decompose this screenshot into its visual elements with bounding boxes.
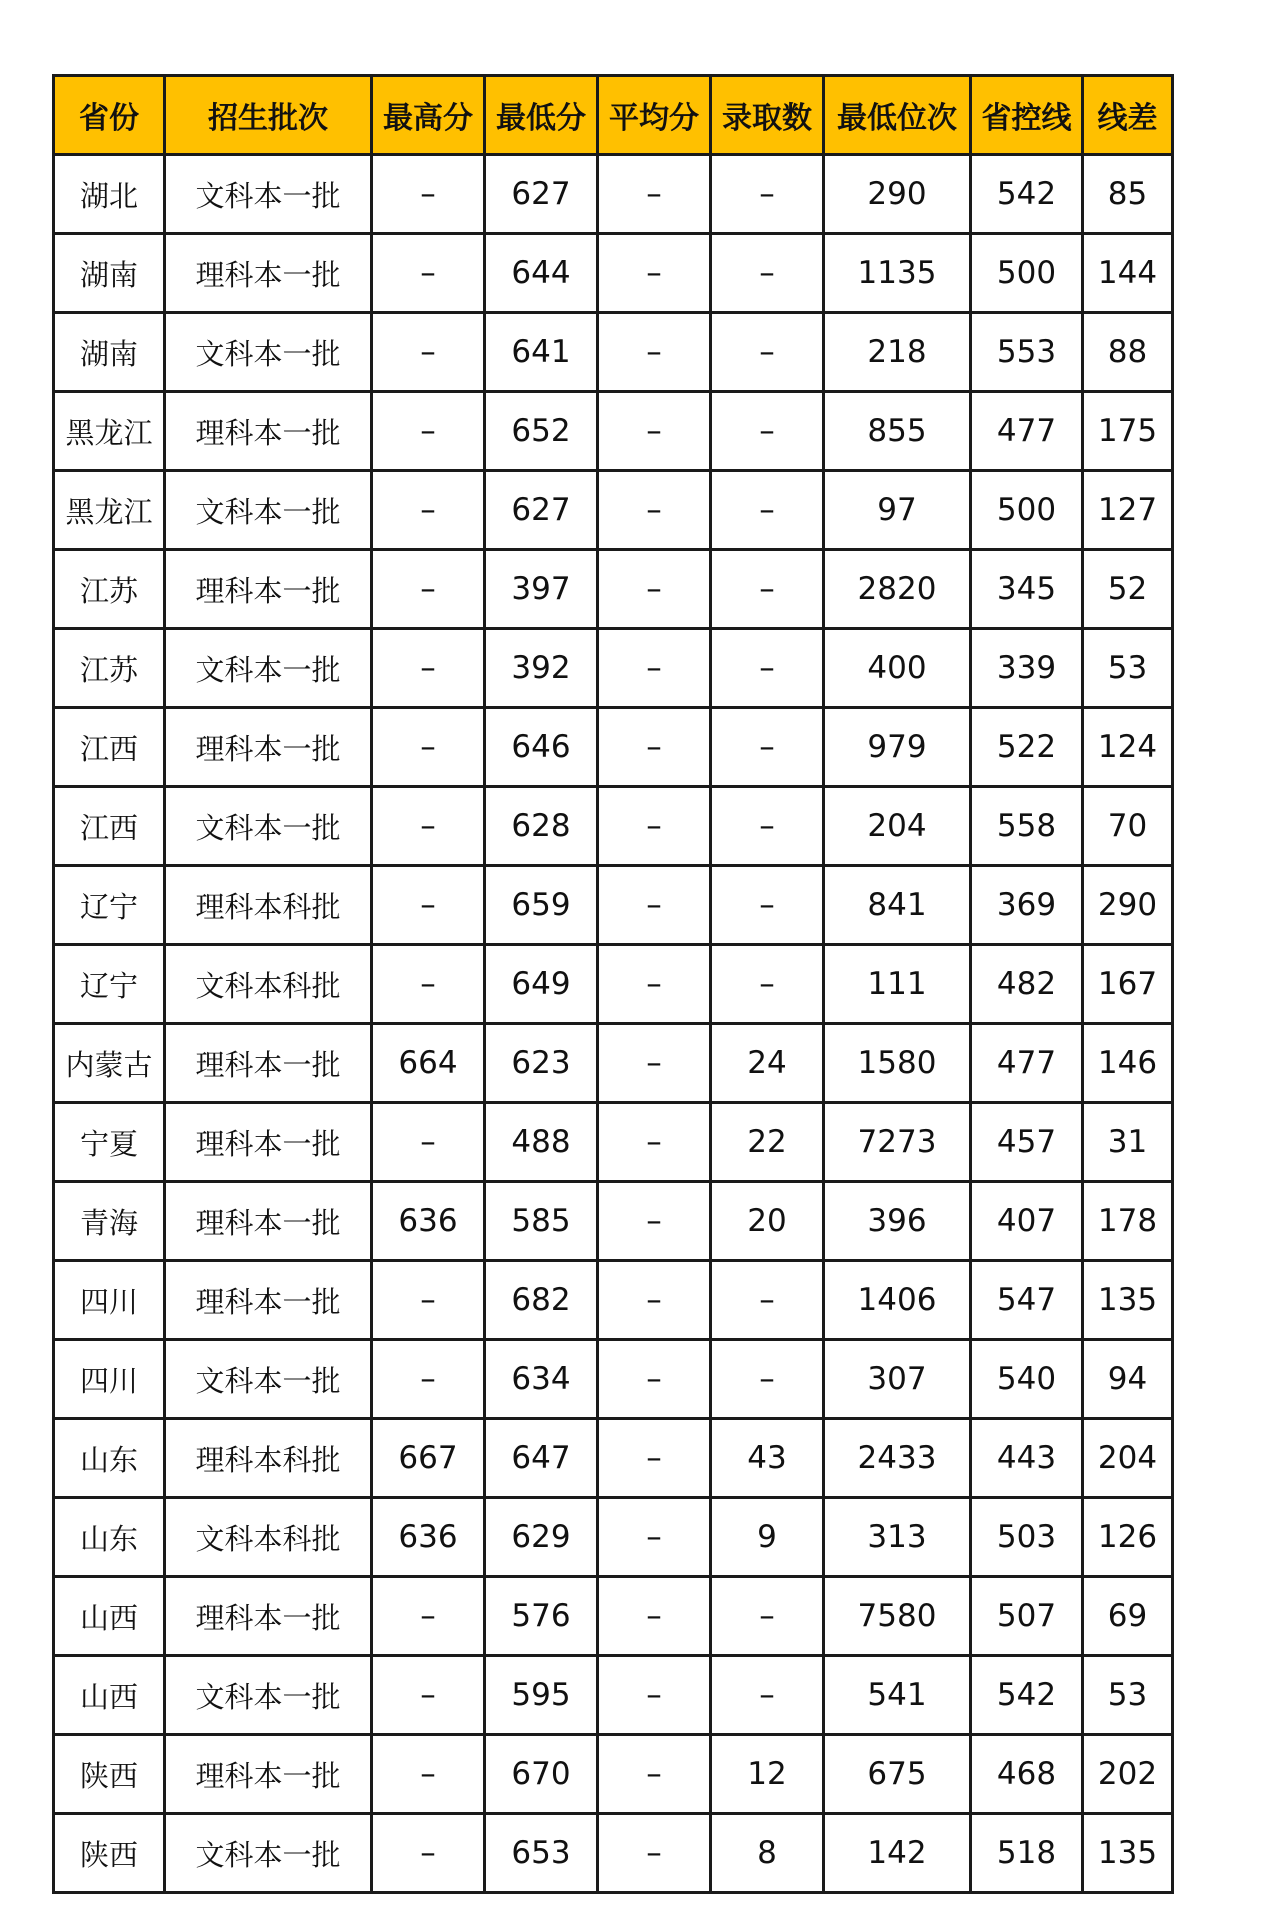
table-row — [54, 234, 1173, 313]
cell-min-rank: 7580 — [824, 1577, 971, 1656]
cell-min-score: 397 — [485, 550, 598, 629]
cell-max-score: – — [372, 1340, 485, 1419]
table-row — [54, 471, 1173, 550]
cell-batch: 理科本科批 — [165, 866, 372, 945]
header-province: 省份 — [54, 76, 165, 155]
cell-max-score: – — [372, 392, 485, 471]
cell-line-diff: 52 — [1083, 550, 1173, 629]
cell-admitted-count: – — [711, 945, 824, 1024]
cell-avg-score: – — [598, 1498, 711, 1577]
cell-admitted-count: 43 — [711, 1419, 824, 1498]
table-row — [54, 1498, 1173, 1577]
table-row — [54, 708, 1173, 787]
cell-province-line: 542 — [971, 155, 1083, 234]
cell-province: 青海 — [54, 1182, 165, 1261]
cell-min-score: 641 — [485, 313, 598, 392]
cell-min-score: 634 — [485, 1340, 598, 1419]
cell-max-score: – — [372, 787, 485, 866]
cell-min-score: 644 — [485, 234, 598, 313]
cell-batch: 理科本一批 — [165, 234, 372, 313]
cell-min-score: 488 — [485, 1103, 598, 1182]
cell-avg-score: – — [598, 313, 711, 392]
cell-province: 江西 — [54, 787, 165, 866]
cell-min-rank: 204 — [824, 787, 971, 866]
cell-province: 宁夏 — [54, 1103, 165, 1182]
cell-admitted-count: – — [711, 1656, 824, 1735]
cell-min-rank: 142 — [824, 1814, 971, 1893]
cell-min-rank: 1135 — [824, 234, 971, 313]
cell-avg-score: – — [598, 1103, 711, 1182]
cell-min-rank: 396 — [824, 1182, 971, 1261]
cell-min-rank: 218 — [824, 313, 971, 392]
cell-min-score: 576 — [485, 1577, 598, 1656]
cell-line-diff: 202 — [1083, 1735, 1173, 1814]
cell-line-diff: 178 — [1083, 1182, 1173, 1261]
table-row — [54, 1261, 1173, 1340]
cell-province-line: 482 — [971, 945, 1083, 1024]
admission-scores-table — [52, 74, 1174, 1894]
header-batch: 招生批次 — [165, 76, 372, 155]
cell-avg-score: – — [598, 787, 711, 866]
cell-admitted-count: – — [711, 629, 824, 708]
cell-province: 江苏 — [54, 629, 165, 708]
cell-avg-score: – — [598, 234, 711, 313]
cell-max-score: – — [372, 1261, 485, 1340]
cell-max-score: 667 — [372, 1419, 485, 1498]
cell-min-score: 629 — [485, 1498, 598, 1577]
cell-batch: 文科本一批 — [165, 1656, 372, 1735]
cell-max-score: – — [372, 550, 485, 629]
table-row — [54, 629, 1173, 708]
cell-batch: 文科本一批 — [165, 1814, 372, 1893]
cell-min-score: 627 — [485, 471, 598, 550]
cell-min-rank: 979 — [824, 708, 971, 787]
cell-avg-score: – — [598, 1419, 711, 1498]
cell-batch: 文科本科批 — [165, 1498, 372, 1577]
cell-province: 湖南 — [54, 313, 165, 392]
cell-avg-score: – — [598, 866, 711, 945]
cell-min-rank: 2433 — [824, 1419, 971, 1498]
cell-province-line: 547 — [971, 1261, 1083, 1340]
cell-avg-score: – — [598, 1024, 711, 1103]
cell-line-diff: 53 — [1083, 1656, 1173, 1735]
cell-admitted-count: 24 — [711, 1024, 824, 1103]
cell-admitted-count: – — [711, 708, 824, 787]
cell-min-rank: 111 — [824, 945, 971, 1024]
cell-province: 陕西 — [54, 1735, 165, 1814]
cell-line-diff: 31 — [1083, 1103, 1173, 1182]
cell-line-diff: 88 — [1083, 313, 1173, 392]
cell-admitted-count: 9 — [711, 1498, 824, 1577]
cell-min-score: 623 — [485, 1024, 598, 1103]
cell-admitted-count: – — [711, 787, 824, 866]
cell-min-rank: 313 — [824, 1498, 971, 1577]
cell-max-score: – — [372, 1656, 485, 1735]
cell-province: 江西 — [54, 708, 165, 787]
cell-province-line: 542 — [971, 1656, 1083, 1735]
cell-province-line: 339 — [971, 629, 1083, 708]
cell-max-score: – — [372, 1735, 485, 1814]
cell-line-diff: 146 — [1083, 1024, 1173, 1103]
cell-min-score: 652 — [485, 392, 598, 471]
cell-min-score: 670 — [485, 1735, 598, 1814]
cell-admitted-count: – — [711, 234, 824, 313]
cell-province-line: 369 — [971, 866, 1083, 945]
table-row — [54, 1577, 1173, 1656]
table-row — [54, 313, 1173, 392]
cell-batch: 理科本一批 — [165, 708, 372, 787]
cell-province-line: 468 — [971, 1735, 1083, 1814]
cell-batch: 文科本一批 — [165, 629, 372, 708]
cell-province: 山西 — [54, 1656, 165, 1735]
cell-admitted-count: – — [711, 392, 824, 471]
table-row — [54, 1735, 1173, 1814]
cell-line-diff: 175 — [1083, 392, 1173, 471]
cell-min-rank: 290 — [824, 155, 971, 234]
cell-avg-score: – — [598, 945, 711, 1024]
cell-batch: 文科本科批 — [165, 945, 372, 1024]
table-body — [54, 155, 1173, 1893]
cell-admitted-count: – — [711, 1261, 824, 1340]
header-admitted-count: 录取数 — [711, 76, 824, 155]
cell-min-score: 649 — [485, 945, 598, 1024]
cell-avg-score: – — [598, 1261, 711, 1340]
cell-province: 黑龙江 — [54, 471, 165, 550]
cell-batch: 理科本一批 — [165, 1261, 372, 1340]
cell-min-rank: 307 — [824, 1340, 971, 1419]
cell-province-line: 540 — [971, 1340, 1083, 1419]
cell-max-score: 636 — [372, 1498, 485, 1577]
cell-line-diff: 94 — [1083, 1340, 1173, 1419]
cell-avg-score: – — [598, 1814, 711, 1893]
cell-min-rank: 841 — [824, 866, 971, 945]
cell-province: 山东 — [54, 1498, 165, 1577]
cell-avg-score: – — [598, 629, 711, 708]
cell-max-score: – — [372, 629, 485, 708]
cell-avg-score: – — [598, 155, 711, 234]
cell-admitted-count: 20 — [711, 1182, 824, 1261]
table-header-row — [54, 76, 1173, 155]
cell-province-line: 503 — [971, 1498, 1083, 1577]
cell-avg-score: – — [598, 1656, 711, 1735]
cell-batch: 文科本一批 — [165, 1340, 372, 1419]
cell-province: 内蒙古 — [54, 1024, 165, 1103]
cell-min-rank: 2820 — [824, 550, 971, 629]
table-row — [54, 550, 1173, 629]
cell-min-score: 595 — [485, 1656, 598, 1735]
cell-province-line: 507 — [971, 1577, 1083, 1656]
cell-province-line: 477 — [971, 392, 1083, 471]
cell-province-line: 457 — [971, 1103, 1083, 1182]
cell-avg-score: – — [598, 1340, 711, 1419]
cell-province: 江苏 — [54, 550, 165, 629]
cell-province-line: 443 — [971, 1419, 1083, 1498]
cell-province-line: 345 — [971, 550, 1083, 629]
cell-line-diff: 53 — [1083, 629, 1173, 708]
admission-scores-table-wrapper — [52, 74, 1171, 1894]
cell-max-score: – — [372, 471, 485, 550]
cell-province: 山东 — [54, 1419, 165, 1498]
cell-admitted-count: – — [711, 550, 824, 629]
cell-province: 辽宁 — [54, 945, 165, 1024]
cell-line-diff: 204 — [1083, 1419, 1173, 1498]
cell-province-line: 522 — [971, 708, 1083, 787]
cell-line-diff: 144 — [1083, 234, 1173, 313]
cell-avg-score: – — [598, 392, 711, 471]
cell-province-line: 553 — [971, 313, 1083, 392]
cell-province: 四川 — [54, 1340, 165, 1419]
cell-admitted-count: – — [711, 471, 824, 550]
cell-max-score: 636 — [372, 1182, 485, 1261]
cell-avg-score: – — [598, 1182, 711, 1261]
cell-province-line: 500 — [971, 471, 1083, 550]
table-row — [54, 1814, 1173, 1893]
cell-batch: 文科本一批 — [165, 313, 372, 392]
cell-line-diff: 135 — [1083, 1814, 1173, 1893]
cell-admitted-count: – — [711, 1340, 824, 1419]
cell-min-score: 628 — [485, 787, 598, 866]
header-max-score: 最高分 — [372, 76, 485, 155]
cell-batch: 理科本一批 — [165, 1182, 372, 1261]
cell-line-diff: 69 — [1083, 1577, 1173, 1656]
header-province-line: 省控线 — [971, 76, 1083, 155]
cell-min-rank: 1406 — [824, 1261, 971, 1340]
cell-min-rank: 541 — [824, 1656, 971, 1735]
table-row — [54, 787, 1173, 866]
cell-line-diff: 290 — [1083, 866, 1173, 945]
cell-batch: 理科本一批 — [165, 392, 372, 471]
cell-min-rank: 675 — [824, 1735, 971, 1814]
cell-avg-score: – — [598, 550, 711, 629]
cell-province-line: 558 — [971, 787, 1083, 866]
cell-province-line: 477 — [971, 1024, 1083, 1103]
cell-admitted-count: 8 — [711, 1814, 824, 1893]
table-row — [54, 945, 1173, 1024]
cell-max-score: – — [372, 1814, 485, 1893]
cell-max-score: – — [372, 313, 485, 392]
cell-admitted-count: – — [711, 1577, 824, 1656]
table-row — [54, 392, 1173, 471]
header-min-rank: 最低位次 — [824, 76, 971, 155]
table-row — [54, 866, 1173, 945]
table-row — [54, 1419, 1173, 1498]
cell-batch: 理科本一批 — [165, 1735, 372, 1814]
cell-avg-score: – — [598, 708, 711, 787]
cell-batch: 理科本一批 — [165, 1024, 372, 1103]
table-row — [54, 1024, 1173, 1103]
cell-max-score: – — [372, 155, 485, 234]
cell-min-score: 392 — [485, 629, 598, 708]
cell-min-score: 646 — [485, 708, 598, 787]
cell-admitted-count: – — [711, 313, 824, 392]
cell-province-line: 518 — [971, 1814, 1083, 1893]
cell-province: 黑龙江 — [54, 392, 165, 471]
table-row — [54, 1182, 1173, 1261]
cell-batch: 理科本一批 — [165, 550, 372, 629]
table-row — [54, 1103, 1173, 1182]
cell-line-diff: 85 — [1083, 155, 1173, 234]
cell-min-score: 627 — [485, 155, 598, 234]
cell-batch: 文科本一批 — [165, 155, 372, 234]
cell-province: 湖北 — [54, 155, 165, 234]
header-avg-score: 平均分 — [598, 76, 711, 155]
cell-min-rank: 400 — [824, 629, 971, 708]
cell-batch: 理科本一批 — [165, 1577, 372, 1656]
cell-province: 四川 — [54, 1261, 165, 1340]
cell-line-diff: 127 — [1083, 471, 1173, 550]
cell-min-score: 653 — [485, 1814, 598, 1893]
cell-batch: 理科本科批 — [165, 1419, 372, 1498]
cell-max-score: – — [372, 866, 485, 945]
cell-line-diff: 167 — [1083, 945, 1173, 1024]
table-row — [54, 1340, 1173, 1419]
cell-line-diff: 126 — [1083, 1498, 1173, 1577]
cell-line-diff: 135 — [1083, 1261, 1173, 1340]
cell-province-line: 500 — [971, 234, 1083, 313]
table-row — [54, 1656, 1173, 1735]
cell-admitted-count: – — [711, 155, 824, 234]
cell-avg-score: – — [598, 471, 711, 550]
cell-max-score: 664 — [372, 1024, 485, 1103]
cell-avg-score: – — [598, 1577, 711, 1656]
cell-max-score: – — [372, 1577, 485, 1656]
cell-max-score: – — [372, 708, 485, 787]
cell-admitted-count: 12 — [711, 1735, 824, 1814]
cell-min-score: 659 — [485, 866, 598, 945]
table-row — [54, 155, 1173, 234]
header-min-score: 最低分 — [485, 76, 598, 155]
cell-min-rank: 855 — [824, 392, 971, 471]
header-line-diff: 线差 — [1083, 76, 1173, 155]
cell-max-score: – — [372, 234, 485, 313]
cell-min-rank: 7273 — [824, 1103, 971, 1182]
cell-line-diff: 124 — [1083, 708, 1173, 787]
cell-min-rank: 97 — [824, 471, 971, 550]
cell-batch: 文科本一批 — [165, 787, 372, 866]
cell-min-score: 682 — [485, 1261, 598, 1340]
cell-province: 陕西 — [54, 1814, 165, 1893]
cell-avg-score: – — [598, 1735, 711, 1814]
cell-min-rank: 1580 — [824, 1024, 971, 1103]
cell-line-diff: 70 — [1083, 787, 1173, 866]
cell-batch: 文科本一批 — [165, 471, 372, 550]
cell-province: 辽宁 — [54, 866, 165, 945]
cell-max-score: – — [372, 945, 485, 1024]
cell-min-score: 585 — [485, 1182, 598, 1261]
cell-admitted-count: 22 — [711, 1103, 824, 1182]
cell-province: 山西 — [54, 1577, 165, 1656]
cell-max-score: – — [372, 1103, 485, 1182]
cell-province: 湖南 — [54, 234, 165, 313]
cell-min-score: 647 — [485, 1419, 598, 1498]
cell-batch: 理科本一批 — [165, 1103, 372, 1182]
cell-province-line: 407 — [971, 1182, 1083, 1261]
cell-admitted-count: – — [711, 866, 824, 945]
